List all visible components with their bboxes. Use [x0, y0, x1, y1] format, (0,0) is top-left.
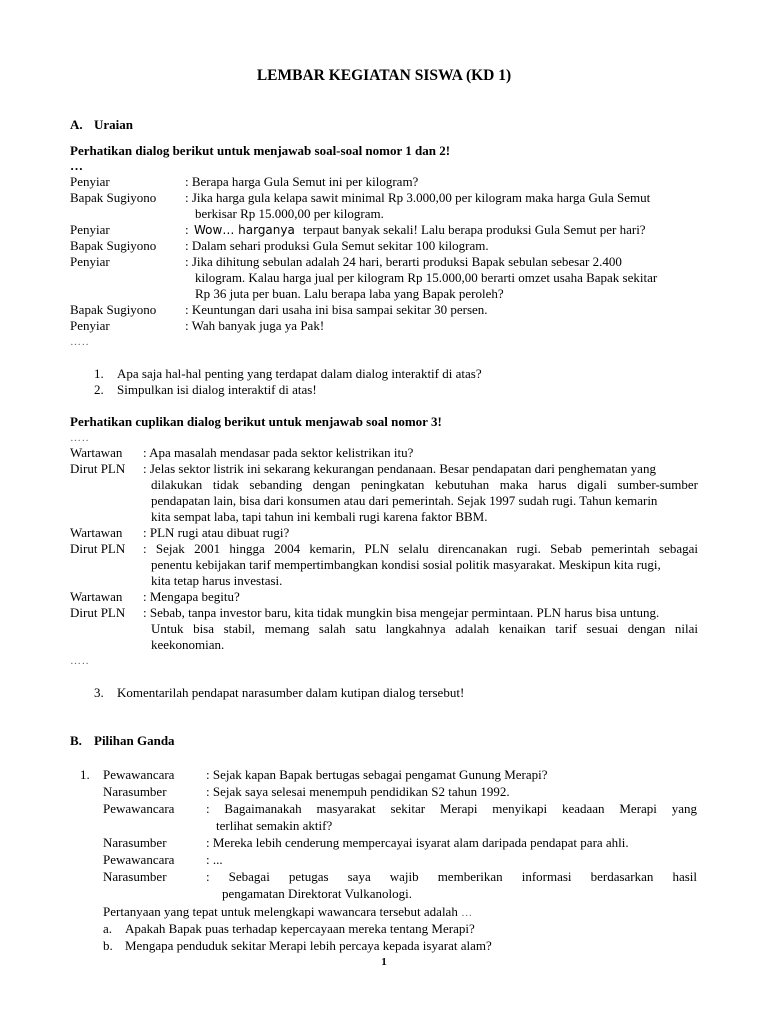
page-number: 1 [381, 956, 387, 968]
dialog2-line-2-cont3: kita sempat laba, tapi tahun ini kembali rugi karena faktor BBM. [151, 509, 488, 524]
option-b-label: b. [103, 938, 113, 953]
item1-speaker-5: Pewawancara [103, 852, 175, 867]
question-1-number: 1. [94, 366, 104, 381]
item1-line-4: : Mereka lebih cenderung mempercayai isyarat alam daripada pendapat para ahli. [206, 835, 629, 850]
dialog2-speaker-3: Wartawan [70, 525, 123, 540]
dialog1-line-5-cont1: kilogram. Kalau harga jual per kilogram Rp 15.000,00 berarti omzet usaha Bapak sekitar [195, 270, 658, 285]
dialog1-line-1: : Berapa harga Gula Semut ini per kilogram? [185, 174, 419, 189]
ellipsis-after-dialog1: ….. [70, 336, 90, 348]
item1-speaker-3: Pewawancara [103, 801, 175, 816]
ellipsis-top-2: ….. [70, 432, 90, 444]
dialog2-speaker-6: Dirut PLN [70, 605, 126, 620]
dialog1-wow-3: Wow… harganya [194, 223, 295, 237]
dialog1-colon-3: : [185, 222, 189, 237]
item1-question [103, 904, 473, 921]
item1-line-3: : Bagaimanakah masyarakat sekitar Merapi menyikapi keadaan Merapi yang [206, 801, 697, 816]
question-2-text: Simpulkan isi dialog interaktif di atas! [117, 382, 317, 397]
dialog1-line-2: : Jika harga gula kelapa sawit minimal Rp 3.000,00 per kilogram maka harga Gula Semut [185, 190, 651, 205]
dialog2-speaker-2: Dirut PLN [70, 461, 126, 476]
ellipsis-top: … [70, 158, 83, 173]
section-a-number: A. [70, 117, 83, 132]
instruction-2: Perhatikan cuplikan dialog berikut untuk menjawab soal nomor 3! [70, 414, 442, 429]
item1-line-6: : Sebagai petugas saya wajib memberikan informasi berdasarkan hasil [206, 869, 697, 884]
dialog1-line-7: : Wah banyak juga ya Pak! [185, 318, 325, 333]
dialog2-line-4-cont2: kita tetap harus investasi. [151, 573, 283, 588]
dialog2-line-4: : Sejak 2001 hingga 2004 kemarin, PLN selalu direncanakan rugi. Sebab pemerintah sebagai [143, 541, 698, 556]
item1-speaker-6: Narasumber [103, 869, 167, 884]
item1-line-1: : Sejak kapan Bapak bertugas sebagai pengamat Gunung Merapi? [206, 767, 548, 782]
dialog2-line-6-cont1: Untuk bisa stabil, memang salah satu langkahnya adalah kenaikan tarif sesuai dengan nilai [151, 621, 698, 636]
item1-speaker-4: Narasumber [103, 835, 167, 850]
item1-line-6-cont: pengamatan Direktorat Vulkanologi. [222, 886, 412, 901]
question-2-number: 2. [94, 382, 104, 397]
dialog1-speaker-7: Penyiar [70, 318, 110, 333]
dialog1-speaker-3: Penyiar [70, 222, 110, 237]
dialog2-speaker-1: Wartawan [70, 445, 123, 460]
question-3-text: Komentarilah pendapat narasumber dalam kutipan dialog tersebut! [117, 685, 465, 700]
option-a-text: Apakah Bapak puas terhadap kepercayaan mereka tentang Merapi? [125, 921, 475, 936]
dialog2-speaker-5: Wartawan [70, 589, 123, 604]
dialog2-line-3: : PLN rugi atau dibuat rugi? [143, 525, 290, 540]
item-1-number: 1. [80, 767, 90, 782]
instruction-1: Perhatikan dialog berikut untuk menjawab soal-soal nomor 1 dan 2! [70, 143, 451, 158]
dialog2-line-5: : Mengapa begitu? [143, 589, 240, 604]
dialog1-speaker-4: Bapak Sugiyono [70, 238, 157, 253]
question-1-text: Apa saja hal-hal penting yang terdapat dalam dialog interaktif di atas? [117, 366, 482, 381]
dialog1-line-5: : Jika dihitung sebulan adalah 24 hari, berarti produksi Bapak sebulan sebesar 2.400 [185, 254, 622, 269]
dialog2-line-2-cont1: dilakukan tidak sebanding dengan peningkatan kebutuhan maka harus digali sumber-sumber [151, 477, 698, 492]
item1-speaker-2: Narasumber [103, 784, 167, 799]
dialog2-speaker-4: Dirut PLN [70, 541, 126, 556]
dialog2-line-6-cont2: keekonomian. [151, 637, 225, 652]
item1-speaker-1: Pewawancara [103, 767, 175, 782]
dialog2-line-1: : Apa masalah mendasar pada sektor kelistrikan itu? [143, 445, 414, 460]
item1-line-2: : Sejak saya selesai menempuh pendidikan S2 tahun 1992. [206, 784, 510, 799]
dialog2-line-6: : Sebab, tanpa investor baru, kita tidak mungkin bisa mengejar permintaan. PLN harus bisa untung. [143, 605, 660, 620]
section-b-heading: Pilihan Ganda [94, 733, 175, 748]
dialog1-speaker-5: Penyiar [70, 254, 110, 269]
dialog1-line-6: : Keuntungan dari usaha ini bisa sampai sekitar 30 persen. [185, 302, 488, 317]
option-a-label: a. [103, 921, 113, 936]
dialog1-line-4: : Dalam sehari produksi Gula Semut sekitar 100 kilogram. [185, 238, 489, 253]
dialog1-line-5-cont2: Rp 36 juta per buan. Lalu berapa laba yang Bapak peroleh? [195, 286, 504, 301]
item1-line-5: : ... [206, 852, 223, 867]
dialog1-line-3: terpaut banyak sekali! Lalu berapa produksi Gula Semut per hari? [303, 222, 646, 237]
page-title: LEMBAR KEGIATAN SISWA (KD 1) [256, 67, 512, 84]
dialog2-line-4-cont1: penentu kebijakan tarif mempertimbangkan kondisi sosial politik masyarakat. Meskipun kita rugi, [151, 557, 661, 572]
item1-line-3-cont: terlihat semakin aktif? [216, 818, 333, 833]
section-a-heading: Uraian [94, 117, 133, 132]
ellipsis-after-dialog2: ….. [70, 655, 90, 667]
question-3-number: 3. [94, 685, 104, 700]
option-b-text: Mengapa penduduk sekitar Merapi lebih percaya kepada isyarat alam? [125, 938, 492, 953]
dialog1-speaker-1: Penyiar [70, 174, 110, 189]
dialog1-speaker-6: Bapak Sugiyono [70, 302, 157, 317]
dialog1-speaker-2: Bapak Sugiyono [70, 190, 157, 205]
dialog2-line-2-cont2: pendapatan lain, bisa dari konsumen atau dari pemerintah. Sejak 1997 sudah rugi. Tahun kemarin [151, 493, 658, 508]
item1-question-text: Pertanyaan yang tepat untuk melengkapi wawancara tersebut adalah [103, 904, 458, 919]
section-b-number: B. [70, 733, 82, 748]
dialog1-line-2-cont: berkisar Rp 15.000,00 per kilogram. [195, 206, 384, 221]
dialog2-line-2: : Jelas sektor listrik ini sekarang kekurangan pendanaan. Besar pendapatan dari penghematan yang [143, 461, 656, 476]
item1-question-dots: … [461, 907, 474, 919]
